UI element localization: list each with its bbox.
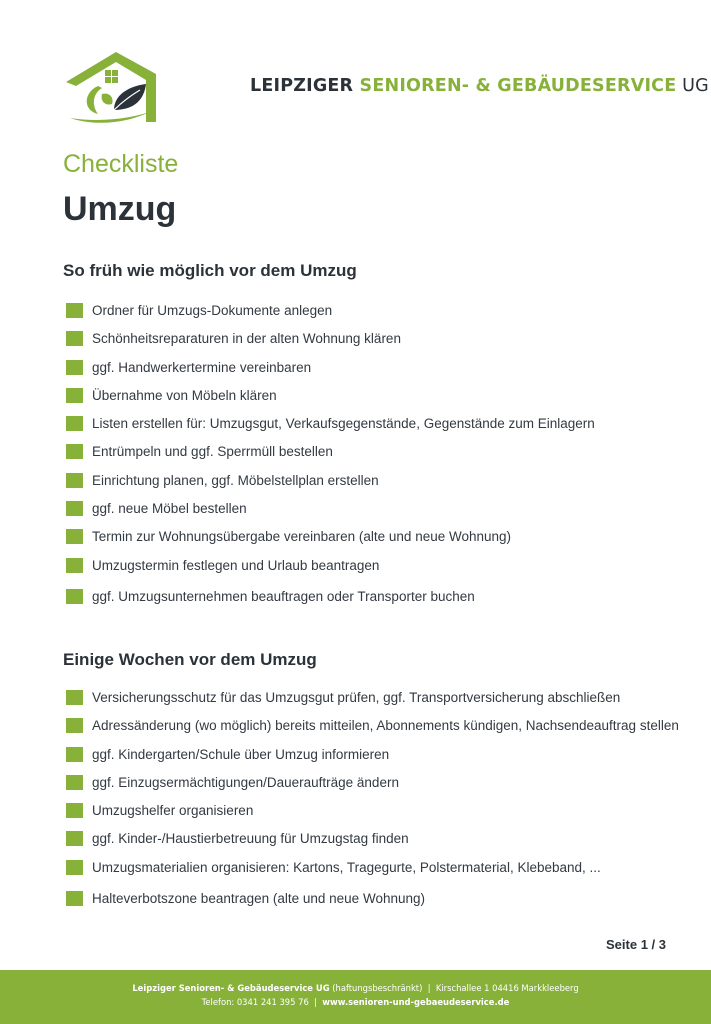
checkbox[interactable]: [66, 831, 83, 846]
list-item-label: Adressänderung (wo möglich) bereits mitteilen, Abonnements kündigen, Nachsendeauftrag stellen: [92, 718, 679, 734]
checkbox[interactable]: [66, 529, 83, 544]
list-item-label: ggf. Umzugsunternehmen beauftragen oder Transporter buchen: [92, 588, 475, 604]
list-item-label: Einrichtung planen, ggf. Möbelstellplan erstellen: [92, 472, 379, 488]
checkbox[interactable]: [66, 558, 83, 573]
checkbox[interactable]: [66, 473, 83, 488]
list-item-label: Termin zur Wohnungsübergabe vereinbaren (alte und neue Wohnung): [92, 529, 512, 545]
footer-separator: |: [314, 997, 317, 1007]
company-name-part2: SENIOREN- & GEBÄUDESERVICE: [359, 76, 677, 96]
list-item-label: Ordner für Umzugs-Dokumente anlegen: [92, 303, 333, 318]
footer-address: Kirschallee 1 04416 Markkleeberg: [435, 983, 579, 993]
list-item-label: Umzugsmaterialien organisieren: Kartons, Tragegurte, Polstermaterial, Klebeband, ...: [92, 859, 601, 875]
checkbox[interactable]: [66, 589, 83, 604]
checkbox[interactable]: [66, 303, 83, 318]
list-item-label: ggf. Kindergarten/Schule über Umzug informieren: [92, 746, 390, 762]
page-number: Seite 1 / 3: [606, 937, 666, 952]
checkbox[interactable]: [66, 803, 83, 818]
footer-company-note: (haftungsbeschränkt): [329, 983, 423, 993]
footer-line-contact: [0, 997, 711, 1007]
section-heading-weeks: Einige Wochen vor dem Umzug: [63, 650, 317, 669]
list-item-label: Schönheitsreparaturen in der alten Wohnung klären: [92, 331, 401, 347]
list-item-label: ggf. neue Möbel bestellen: [92, 501, 247, 517]
footer-bar: [0, 970, 711, 1024]
list-item-label: Umzugshelfer organisieren: [92, 803, 254, 819]
footer-separator: |: [427, 983, 431, 993]
list-item-label: Versicherungsschutz für das Umzugsgut prüfen, ggf. Transportversicherung abschließen: [92, 690, 621, 705]
document-title: Umzug: [63, 190, 177, 228]
list-item-label: Halteverbotszone beantragen (alte und neue Wohnung): [92, 891, 425, 907]
footer-line-company: [0, 983, 711, 993]
footer-phone: Telefon: 0341 241 395 76: [201, 997, 309, 1007]
list-item-label: Umzugstermin festlegen und Urlaub beantragen: [92, 557, 380, 573]
list-item-label: Entrümpeln und ggf. Sperrmüll bestellen: [92, 444, 333, 460]
footer-website-link[interactable]: www.senioren-und-gebaeudeservice.de: [322, 997, 510, 1007]
checkbox[interactable]: [66, 331, 83, 346]
company-name-part3: UG: [676, 76, 709, 96]
checkbox[interactable]: [66, 860, 83, 875]
checkbox[interactable]: [66, 690, 83, 705]
list-item-label: ggf. Kinder-/Haustierbetreuung für Umzugstag finden: [92, 831, 409, 847]
checkbox[interactable]: [66, 891, 83, 906]
checkbox[interactable]: [66, 501, 83, 516]
list-item-label: Übernahme von Möbeln klären: [92, 387, 277, 403]
checkbox[interactable]: [66, 416, 83, 431]
checkbox[interactable]: [66, 388, 83, 403]
list-item-label: ggf. Einzugsermächtigungen/Daueraufträge ändern: [92, 774, 399, 790]
document-subtitle: Checkliste: [63, 150, 179, 178]
checkbox[interactable]: [66, 718, 83, 733]
checkbox[interactable]: [66, 444, 83, 459]
company-name: [250, 76, 709, 96]
list-item-label: ggf. Handwerkertermine vereinbaren: [92, 359, 312, 375]
footer-company-name: Leipziger Senioren- & Gebäudeservice UG: [132, 983, 330, 993]
house-leaf-logo-icon: [64, 48, 160, 126]
section-heading-early: So früh wie möglich vor dem Umzug: [63, 261, 357, 280]
company-name-part1: LEIPZIGER: [250, 76, 360, 96]
checkbox[interactable]: [66, 747, 83, 762]
checkbox[interactable]: [66, 775, 83, 790]
checkbox[interactable]: [66, 360, 83, 375]
list-item-label: Listen erstellen für: Umzugsgut, Verkaufsgegenstände, Gegenstände zum Einlagern: [92, 416, 595, 432]
